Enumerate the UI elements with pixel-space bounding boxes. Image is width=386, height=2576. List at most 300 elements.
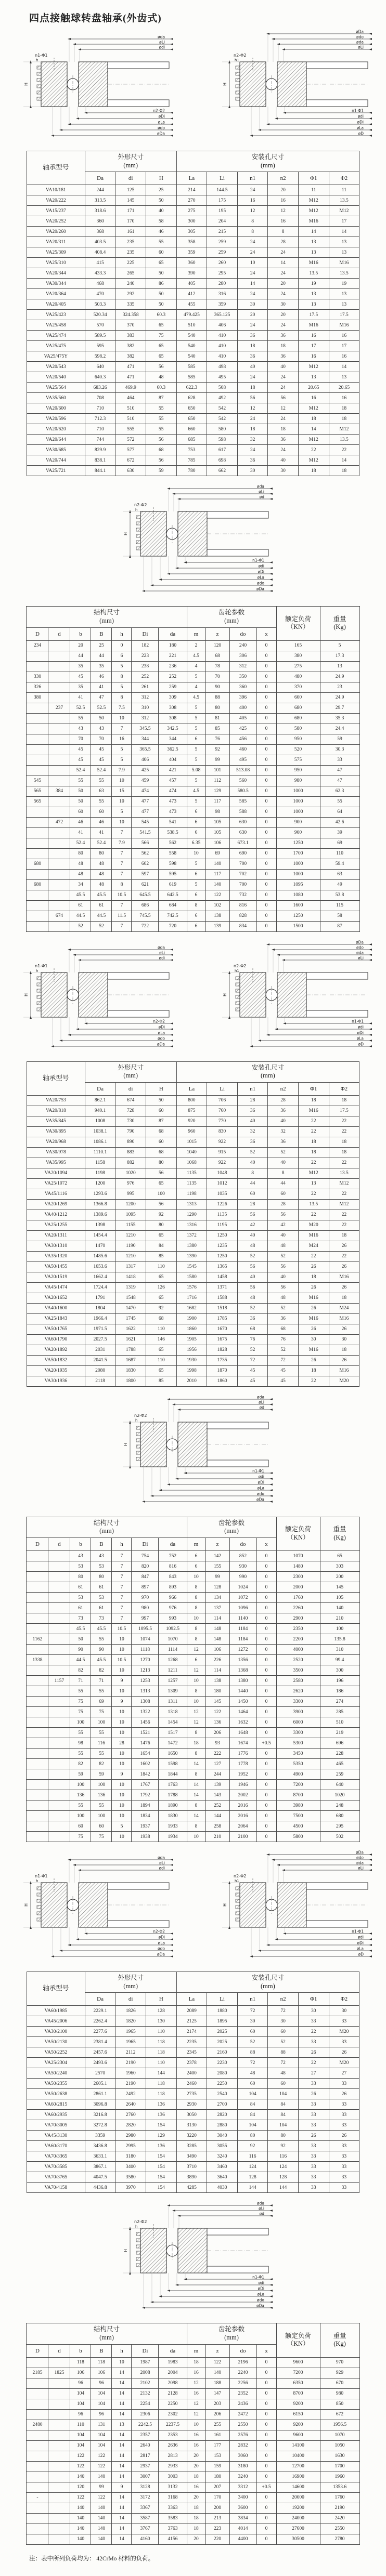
table-header (27, 2323, 359, 2357)
cell: 80 (268, 2131, 299, 2141)
cell: VA30/685 (27, 445, 85, 455)
cell: 45 (70, 755, 91, 765)
cell: 3007 (132, 2472, 159, 2482)
cell: VA45/2006 (27, 2016, 85, 2027)
cell: 1070 (276, 1551, 320, 1561)
cell: 86 (146, 279, 176, 289)
cell: 6 (187, 1551, 205, 1561)
cell: 882 (115, 1158, 146, 1168)
cell: 55 (91, 796, 112, 807)
cell: 122 (70, 2461, 91, 2472)
cell: 0 (256, 1686, 276, 1697)
cell: 244 (85, 185, 115, 195)
cell: 52.5 (70, 703, 91, 713)
cell: 85 (146, 1251, 176, 1261)
cell (27, 1821, 48, 1832)
cell (27, 890, 48, 900)
cell: 5 (112, 661, 132, 672)
cell: 2008 (132, 2368, 159, 2378)
cell: 60 (146, 1106, 176, 1116)
table-row (27, 1095, 359, 1106)
table-row (27, 744, 359, 755)
table-row (27, 1199, 359, 1210)
cell: 92 (237, 2141, 268, 2151)
cell: 80 (237, 2131, 268, 2141)
cell: M12 (329, 1199, 359, 1210)
table-row (27, 2068, 359, 2079)
cell: 52.4 (91, 838, 112, 848)
cell: 1648 (229, 1728, 256, 1738)
table-row (27, 1561, 359, 1572)
cell: 147 (205, 2388, 229, 2399)
cell: 1842 (132, 1769, 159, 1780)
cell: 1068 (176, 1158, 207, 1168)
dimension-label: øLi (259, 1400, 264, 1405)
cell: 100 (146, 1189, 176, 1199)
dimension-label: ødi (159, 45, 165, 50)
cell: 17 (329, 341, 359, 351)
cell (27, 724, 48, 734)
cell: 1653.6 (85, 1261, 115, 1272)
cell: 41 (91, 827, 112, 838)
cell: 0 (256, 2524, 276, 2534)
cell: 6150 (276, 2409, 320, 2420)
cell: 14 (112, 2534, 132, 2544)
cell: 359 (176, 247, 207, 258)
cell: 188 (205, 2378, 229, 2388)
cell: 20 (187, 2461, 205, 2472)
cell: 42 (237, 1220, 268, 1230)
cell: 82 (91, 1665, 112, 1676)
cell: 18 (298, 1272, 329, 1282)
table-row (27, 921, 359, 931)
cell: 16 (329, 331, 359, 341)
cell: 0 (256, 827, 276, 838)
cell: 65 (146, 1293, 176, 1303)
cell: 940.1 (85, 1106, 115, 1116)
cell: 295 (320, 1821, 359, 1832)
cell: 403.5 (85, 237, 115, 247)
cell: 4030 (207, 2183, 238, 2193)
cell (48, 1613, 70, 1624)
cell: 40 (268, 1272, 299, 1282)
hole-callout-label: n2-Φ2 (234, 963, 247, 968)
cell: 180 (159, 640, 187, 651)
cell: 14 (112, 2440, 132, 2451)
cell: 1458 (207, 1272, 238, 1282)
cell: 1135 (207, 1210, 238, 1220)
cell: 471 (115, 372, 146, 383)
cell: 30 (237, 466, 268, 476)
cell: 33 (298, 2120, 329, 2131)
cell: 10 (112, 1749, 132, 1759)
cell: 2262.4 (85, 2016, 115, 2027)
cell: 3583 (159, 2513, 187, 2524)
cell: 222 (205, 1749, 229, 1759)
dimension-label: n1-Φ1 (352, 1019, 364, 1023)
cell: 16 (187, 2482, 205, 2492)
cell: 87 (146, 1116, 176, 1126)
cell: 1390 (176, 1251, 207, 1261)
cell: VA30/2100 (27, 2027, 85, 2037)
cell: 0 (256, 1582, 276, 1593)
cell: 3312 (229, 2482, 256, 2492)
cell: 13 (112, 2420, 132, 2430)
cell: 0 (256, 2461, 276, 2472)
dimension-label: øDa (256, 1497, 264, 1502)
cell: 7 (112, 859, 132, 869)
cell (48, 827, 70, 838)
cell: 42.6 (320, 817, 359, 827)
table-row (27, 1293, 359, 1303)
cell: 20 (70, 640, 91, 651)
cell: 27 (329, 2068, 359, 2079)
hole-callout-label: n2-Φ2 (234, 53, 247, 58)
cell: M12 (298, 455, 329, 466)
cell: 8 (187, 1728, 205, 1738)
cell: VA20/311 (27, 237, 85, 247)
cell: 460 (229, 744, 256, 755)
cell: 6 (187, 1561, 205, 1572)
cell: 40 (237, 1272, 268, 1282)
cell: 84 (268, 2099, 299, 2110)
cell: 35 (91, 661, 112, 672)
table-row (27, 1686, 359, 1697)
cell: 542 (207, 403, 238, 414)
cell: 146 (146, 1334, 176, 1345)
cell (27, 2409, 48, 2420)
cell: 1020 (115, 1168, 146, 1178)
cell: 11 (298, 185, 329, 195)
cell: 1785 (207, 1313, 238, 1324)
cell (27, 1645, 48, 1655)
cell: 16 (298, 351, 329, 362)
cell: 238 (132, 661, 159, 672)
cell: 1938 (132, 1832, 159, 1842)
cell: 48 (70, 869, 91, 879)
cell: 35.3 (320, 713, 359, 724)
cell: 3240 (207, 2151, 238, 2162)
cell: 90 (91, 1645, 112, 1655)
cell: 1987 (132, 2357, 159, 2368)
dimensions-table-3 (27, 1972, 359, 2193)
cell: 33 (329, 2110, 359, 2120)
cell (27, 2461, 48, 2472)
cell: 674 (48, 911, 70, 921)
cell: 4400 (229, 2534, 256, 2544)
cell: 2460 (176, 2079, 207, 2089)
cell: 24 (268, 383, 299, 393)
dimension-label: øDi (158, 1935, 165, 1940)
cell: 61 (91, 900, 112, 911)
cell: 10 (112, 2357, 132, 2368)
cell: 433.3 (85, 268, 115, 279)
cell: 81 (205, 713, 229, 724)
cell: 48 (70, 859, 91, 869)
cell: 87 (146, 393, 176, 403)
cell: 2190 (115, 2058, 146, 2068)
cell: 732 (229, 890, 256, 900)
cell: M16 (298, 216, 329, 227)
cell: 8 (112, 692, 132, 703)
cell: 2995 (115, 2141, 146, 2151)
cell: 61 (91, 1603, 112, 1613)
cell: 595 (159, 869, 187, 879)
cell: 708 (85, 393, 115, 403)
cell: 2254 (132, 2399, 159, 2409)
cell (27, 2440, 48, 2451)
cell: 154 (146, 2151, 176, 2162)
cell (27, 1800, 48, 1811)
cell: VA70/3585 (27, 2162, 85, 2172)
cell: M20 (329, 1376, 359, 1386)
cell: 541.5 (132, 827, 159, 838)
cell: 52 (268, 1303, 299, 1313)
cell: 326 (27, 682, 48, 692)
cell: 10 (112, 1800, 132, 1811)
cell: 0 (256, 2378, 276, 2388)
cell: 640 (320, 1780, 359, 1790)
cell (48, 2430, 70, 2440)
cell: 80 (91, 1572, 112, 1582)
cell: 140 (70, 2524, 91, 2534)
cell: 55 (146, 414, 176, 424)
cell: 1650 (159, 1749, 187, 1759)
table-row (27, 383, 359, 393)
cell: 829.9 (85, 445, 115, 455)
cell: 0 (256, 807, 276, 817)
col-header: La (176, 172, 207, 185)
cell: VA20/968 (27, 1137, 85, 1147)
cell: 1035 (207, 1189, 238, 1199)
dimension-label: øLa (257, 575, 264, 580)
cell: 63 (91, 786, 112, 796)
cell: 406 (207, 320, 238, 331)
cell: 8 (187, 1749, 205, 1759)
table-row (27, 227, 359, 237)
cell: 136 (146, 2099, 176, 2110)
dimension-label: ødi (159, 1865, 165, 1871)
cell: 52 (91, 921, 112, 931)
dimension-label: h (36, 1879, 38, 1883)
cell: 2016 (229, 1811, 256, 1821)
cell: 477 (132, 796, 159, 807)
cell: VA25/310 (27, 258, 85, 268)
cell: 18 (329, 1293, 359, 1303)
cell: 2353 (159, 2430, 187, 2440)
cell: 210 (320, 1613, 359, 1624)
cell: 770 (207, 1116, 238, 1126)
cell: 153 (205, 2451, 229, 2461)
cell (48, 724, 70, 734)
material-footnote: 注：表中所列负荷均为： 42CrMo 材料的负荷。 (29, 2555, 155, 2562)
cell: 13 (329, 289, 359, 299)
cell: 622.3 (176, 383, 207, 393)
cell: 104 (91, 2430, 112, 2440)
cell: 237 (48, 703, 70, 713)
cell: 48 (237, 1293, 268, 1303)
cell: 19 (298, 279, 329, 289)
cell: 1398 (85, 1220, 115, 1230)
cell: 59 (146, 466, 176, 476)
cell: 24 (237, 185, 268, 195)
cell: VA20/1519 (27, 1272, 85, 1282)
cell: 33 (329, 2016, 359, 2027)
cell: 2700 (207, 2099, 238, 2110)
structure-gear-table-3 (26, 2323, 359, 2544)
cell: 572 (115, 435, 146, 445)
cell (48, 2420, 70, 2430)
cell: 5 (187, 672, 205, 682)
cell: 5800 (276, 1832, 320, 1842)
cell: 140 (205, 2368, 229, 2378)
cell: 5 (187, 713, 205, 724)
cell (48, 879, 70, 890)
table-row (27, 1116, 359, 1126)
cell: 13.5 (298, 268, 329, 279)
cell: 206 (205, 1728, 229, 1738)
cell: 20 (268, 279, 299, 289)
cell: 55 (70, 776, 91, 786)
cell: 0 (256, 2513, 276, 2524)
cell: 2260 (276, 1603, 320, 1613)
cell: 214 (176, 185, 207, 195)
table-row (27, 2472, 359, 2482)
dimension-label: øDi (357, 120, 364, 125)
cell: 24 (237, 372, 268, 383)
table-row (27, 435, 359, 445)
cell: 44.5 (70, 1655, 91, 1665)
cell: 976 (159, 1603, 187, 1613)
col-header: D (27, 2344, 48, 2357)
cell: 252 (159, 672, 187, 682)
table-row (27, 703, 359, 713)
cell: 1588 (207, 1293, 238, 1303)
cell: 18 (298, 1147, 329, 1158)
cell: 2636 (159, 2440, 187, 2451)
cell: 16 (187, 2440, 205, 2451)
cell: M16 (329, 1313, 359, 1324)
table-row (27, 1210, 359, 1220)
cell: 110 (146, 2027, 176, 2037)
cell: 562 (132, 848, 159, 859)
cell: 2570 (85, 2068, 115, 2079)
cell: 0 (256, 1800, 276, 1811)
cell: VA70/3005 (27, 2120, 85, 2131)
cell: 7 (112, 724, 132, 734)
cell: 100 (70, 1811, 91, 1821)
cell: 950 (276, 734, 320, 744)
cell: 171 (115, 206, 146, 216)
cell (27, 1769, 48, 1780)
cell: 830 (207, 1126, 238, 1137)
dimension-label: øDa (157, 1042, 165, 1046)
cell: 14 (112, 2492, 132, 2503)
cell: 53 (70, 1561, 91, 1572)
cell: 11.5 (112, 911, 132, 921)
cell: 32 (268, 1126, 299, 1137)
cell: 1946 (229, 1780, 256, 1790)
cell: 30500 (276, 2534, 320, 2544)
cell: 0 (256, 1728, 276, 1738)
cell: 52 (268, 1251, 299, 1261)
cell: 3867.1 (85, 2162, 115, 2172)
table-body (27, 1095, 359, 1386)
cell: 46 (91, 817, 112, 827)
cell: 13 (298, 1178, 329, 1189)
table-row (27, 869, 359, 879)
cell: 310 (132, 703, 159, 713)
cell: 23 (320, 682, 359, 692)
cell: VA70/4158 (27, 2183, 85, 2193)
cell (27, 744, 48, 755)
cell: 24 (237, 445, 268, 455)
cell: 126 (146, 1282, 176, 1293)
cell: M12 (298, 435, 329, 445)
cell: 672 (320, 2409, 359, 2420)
cell: 350 (229, 672, 256, 682)
cell: 1366.8 (85, 1199, 115, 1210)
cell: 2190 (115, 2079, 146, 2089)
cell: 7 (112, 869, 132, 879)
cell: 196 (320, 1676, 359, 1686)
bearing-cross-section-diagram (107, 484, 279, 599)
table-row (27, 1303, 359, 1313)
cell: 5 (112, 744, 132, 755)
cell: 68 (268, 1324, 299, 1334)
cell: 0 (256, 1593, 276, 1603)
table-row (27, 1126, 359, 1137)
table-row (27, 206, 359, 216)
cell: 502 (320, 1832, 359, 1842)
cell: 100 (70, 1780, 91, 1790)
cell: VA25/1255 (27, 1220, 85, 1230)
table-row (27, 838, 359, 848)
cell: 3132 (159, 2482, 187, 2492)
col-header: b (70, 1538, 91, 1551)
cell: 7200 (276, 2368, 320, 2378)
dimension-label: øDa (157, 1952, 165, 1957)
table-row (27, 320, 359, 331)
cell: 2381.4 (85, 2037, 115, 2047)
table-row (27, 455, 359, 466)
technical-drawing-row (0, 30, 386, 143)
cell: 710 (85, 403, 115, 414)
table-row (27, 2120, 359, 2131)
cell: 1632 (229, 1717, 256, 1728)
cell: 2350 (276, 1624, 320, 1634)
cell: 24 (268, 268, 299, 279)
col-header: Li (207, 172, 238, 185)
cell: 2930 (176, 2099, 207, 2110)
cell: 138 (205, 911, 229, 921)
cell: 3055 (207, 2141, 238, 2151)
cell: 852 (229, 1551, 256, 1561)
table-row (27, 393, 359, 403)
cell: 308 (159, 713, 187, 724)
cell: 265 (115, 268, 146, 279)
table-body (27, 185, 359, 476)
cell: 22 (298, 1158, 329, 1168)
cell: 890 (115, 1137, 146, 1147)
cell: 10 (112, 1645, 132, 1655)
col-header: n2 (268, 172, 299, 185)
cell: 30 (268, 466, 299, 476)
cell: M16 (329, 258, 359, 268)
cell: 28 (268, 1095, 299, 1106)
cell: 834 (229, 921, 256, 931)
cell: 706 (207, 1095, 238, 1106)
